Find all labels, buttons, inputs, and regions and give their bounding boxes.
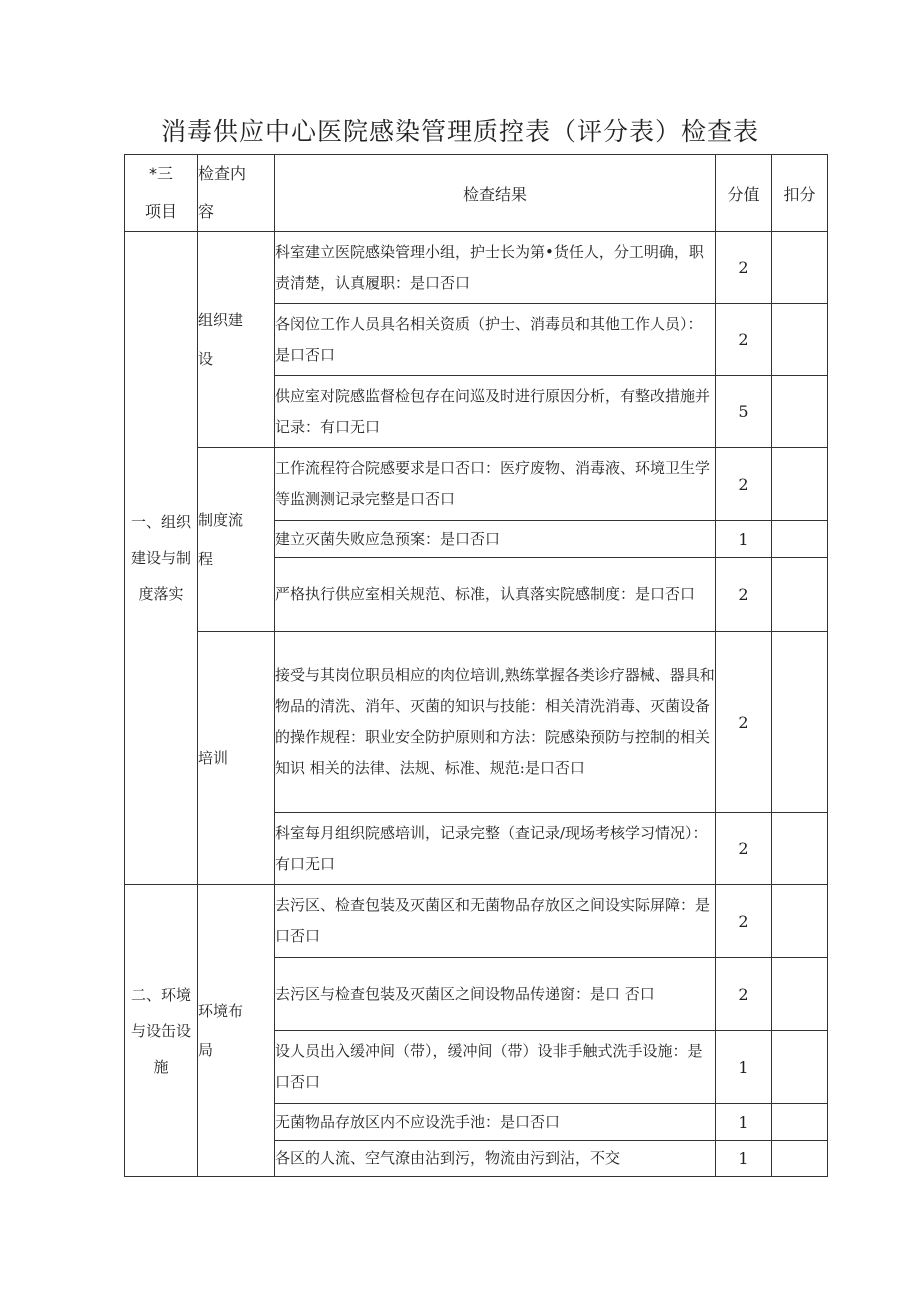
item-score: 1 bbox=[716, 1031, 772, 1104]
item-text: 设人员出入缓冲间（带），缓冲间（带）设非手触式洗手设施：是口否口 bbox=[275, 1031, 716, 1104]
item-score: 2 bbox=[716, 558, 772, 632]
item-text: 无菌物品存放区内不应设洗手池：是口否口 bbox=[275, 1104, 716, 1141]
header-row bbox=[125, 155, 828, 232]
table-row bbox=[125, 632, 828, 813]
item-score: 2 bbox=[716, 632, 772, 813]
item-score: 2 bbox=[716, 813, 772, 885]
item-deduct bbox=[772, 232, 828, 304]
item-deduct bbox=[772, 632, 828, 813]
item-score: 2 bbox=[716, 304, 772, 376]
item-text: 各区的人流、空气潦由沾到污，物流由污到沾，不交 bbox=[275, 1141, 716, 1177]
item-deduct bbox=[772, 558, 828, 632]
header-content: 检查内 容 bbox=[198, 155, 275, 232]
page-title: 消毒供应中心医院感染管理质控表（评分表）检查表 bbox=[160, 117, 759, 146]
item-score: 2 bbox=[716, 958, 772, 1031]
category-cell: 培训 bbox=[198, 632, 275, 885]
item-text: 严格执行供应室相关规范、标准，认真落实院感制度：是口否口 bbox=[275, 558, 716, 632]
item-text: 去污区、检查包装及灭菌区和无菌物品存放区之间设实际屏障：是口否口 bbox=[275, 885, 716, 958]
item-deduct bbox=[772, 376, 828, 448]
item-text: 科室建立医院感染管理小组，护士长为第•货任人，分工明确，职责清楚，认真履职：是口否口 bbox=[275, 232, 716, 304]
category-cell: 组织建 设 bbox=[198, 232, 275, 448]
item-text: 建立灭菌失败应急预案：是口否口 bbox=[275, 521, 716, 558]
item-text: 去污区与检查包装及灭菌区之间设物品传递窗：是口 否口 bbox=[275, 958, 716, 1031]
table-row bbox=[125, 885, 828, 958]
item-score: 2 bbox=[716, 232, 772, 304]
header-project: *三 项目 bbox=[125, 155, 198, 232]
item-score: 1 bbox=[716, 1141, 772, 1177]
item-deduct bbox=[772, 1104, 828, 1141]
item-score: 2 bbox=[716, 885, 772, 958]
item-score: 1 bbox=[716, 521, 772, 558]
item-deduct bbox=[772, 1141, 828, 1177]
table-row bbox=[125, 448, 828, 521]
item-score: 1 bbox=[716, 1104, 772, 1141]
item-deduct bbox=[772, 521, 828, 558]
item-score: 2 bbox=[716, 448, 772, 521]
item-deduct bbox=[772, 958, 828, 1031]
item-deduct bbox=[772, 304, 828, 376]
category-cell: 环境布 局 bbox=[198, 885, 275, 1177]
item-text: 接受与其岗位职员相应的肉位培训,熟练掌握各类诊疗器械、器具和物品的清洗、消年、灭菌的知识与技能：相关清洗消毒、灭菌设备的操作规程：职业安全防护原则和方法：院感染预防与控制的相关知识 相关的法律、法规、标准、规范:是口否口 bbox=[275, 632, 716, 813]
item-deduct bbox=[772, 885, 828, 958]
project-cell: 一、组织 建设与制 度落实 bbox=[125, 232, 198, 885]
header-deduct: 扣分 bbox=[772, 155, 828, 232]
item-score: 5 bbox=[716, 376, 772, 448]
inspection-table bbox=[124, 154, 828, 1177]
item-deduct bbox=[772, 1031, 828, 1104]
header-result: 检查结果 bbox=[275, 155, 716, 232]
item-deduct bbox=[772, 813, 828, 885]
project-cell: 二、环境 与设缶设 施 bbox=[125, 885, 198, 1177]
item-text: 供应室对院感监督检包存在问巡及时进行原因分析，有整改措施并记录：有口无口 bbox=[275, 376, 716, 448]
item-text: 工作流程符合院感要求是口否口：医疗废物、消毒液、环境卫生学等监测测记录完整是口否口 bbox=[275, 448, 716, 521]
item-deduct bbox=[772, 448, 828, 521]
table-row bbox=[125, 232, 828, 304]
category-cell: 制度流 程 bbox=[198, 448, 275, 632]
item-text: 科室每月组织院感培训，记录完整（查记录/现场考核学习情况）：有口无口 bbox=[275, 813, 716, 885]
header-score: 分值 bbox=[716, 155, 772, 232]
item-text: 各闵位工作人员具名相关资质（护士、消毒员和其他工作人员）：是口否口 bbox=[275, 304, 716, 376]
